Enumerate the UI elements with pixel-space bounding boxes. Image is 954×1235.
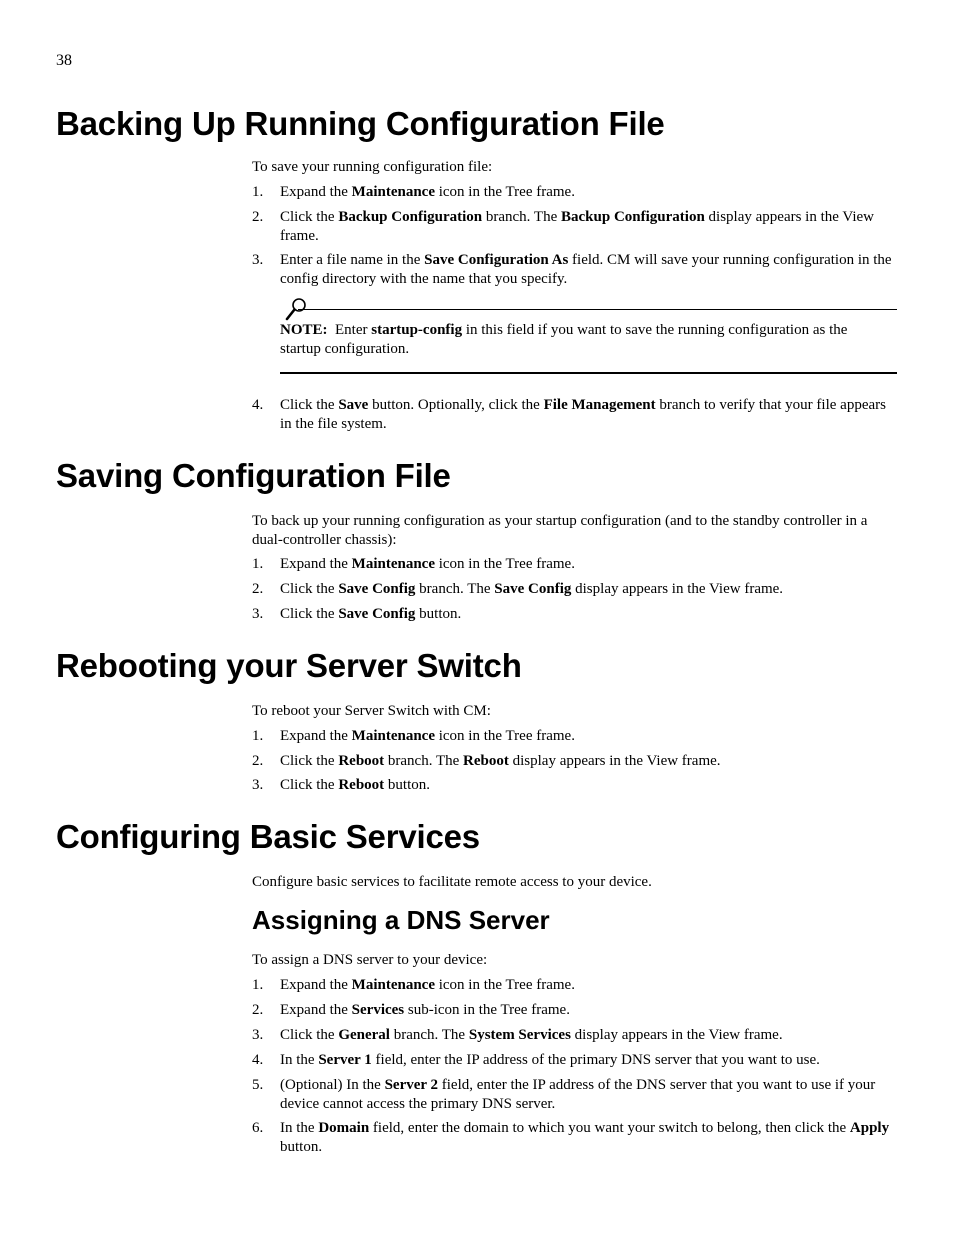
step-number: 3.: [252, 777, 264, 793]
step-text: Click the Save button. Optionally, click the File Management branch to verify that your file appears in the file system.: [280, 397, 886, 432]
reboot-step-3: [252, 776, 897, 795]
step-number: 4.: [252, 1052, 264, 1068]
step-number: 1.: [252, 977, 264, 993]
note-text: NOTE: Enter startup-config in this field if you want to save the running configuration as the startup configuration.: [280, 322, 848, 357]
saving-step-1: [252, 555, 897, 574]
step-number: 2.: [252, 1002, 264, 1018]
step-number: 6.: [252, 1120, 264, 1136]
heading-saving-config: Saving Configuration File: [56, 457, 451, 494]
step-number: 2.: [252, 209, 264, 225]
backup-step-4: [252, 396, 897, 434]
step-text: Click the General branch. The System Services display appears in the View frame.: [280, 1027, 783, 1043]
step-number: 1.: [252, 184, 264, 200]
step-text: Click the Backup Configuration branch. The Backup Configuration display appears in the View frame.: [280, 209, 874, 244]
step-number: 3.: [252, 252, 264, 268]
step-text: Click the Reboot branch. The Reboot display appears in the View frame.: [280, 753, 721, 769]
step-number: 3.: [252, 606, 264, 622]
step-number: 4.: [252, 397, 264, 413]
reboot-step-2: [252, 752, 897, 771]
saving-step-3: [252, 605, 897, 624]
backup-step-2: [252, 208, 897, 246]
backup-intro: To save your running configuration file:: [252, 159, 493, 175]
saving-step-2: [252, 580, 897, 599]
note-top-rule: [298, 309, 897, 310]
step-text: Enter a file name in the Save Configuration As field. CM will save your running configuration in the config directory with the name that you specify.: [280, 252, 892, 287]
step-text: Expand the Maintenance icon in the Tree frame.: [280, 184, 575, 200]
step-number: 1.: [252, 556, 264, 572]
step-text: Expand the Maintenance icon in the Tree frame.: [280, 977, 575, 993]
dns-step-4: [252, 1051, 897, 1070]
step-text: In the Server 1 field, enter the IP address of the primary DNS server that you want to use.: [280, 1052, 820, 1068]
backup-step-1: [252, 183, 897, 202]
step-text: Click the Reboot button.: [280, 777, 430, 793]
step-text: Expand the Services sub-icon in the Tree frame.: [280, 1002, 570, 1018]
page-number: 38: [56, 52, 72, 69]
step-text: Expand the Maintenance icon in the Tree frame.: [280, 728, 575, 744]
dns-step-1: [252, 976, 897, 995]
step-text: Click the Save Config branch. The Save Config display appears in the View frame.: [280, 581, 784, 597]
note-box: [280, 296, 897, 374]
step-number: 1.: [252, 728, 264, 744]
dns-step-5: [252, 1076, 897, 1114]
services-intro: Configure basic services to facilitate remote access to your device.: [252, 874, 652, 890]
step-number: 2.: [252, 753, 264, 769]
step-number: 5.: [252, 1077, 264, 1093]
reboot-intro: To reboot your Server Switch with CM:: [252, 703, 491, 719]
heading-backing-up: Backing Up Running Configuration File: [56, 105, 665, 142]
dns-step-2: [252, 1001, 897, 1020]
dns-step-3: [252, 1026, 897, 1045]
step-number: 2.: [252, 581, 264, 597]
step-number: 3.: [252, 1027, 264, 1043]
saving-intro: To back up your running configuration as your startup configuration (and to the standby controller in a dual-controller chassis):: [252, 513, 868, 548]
step-text: (Optional) In the Server 2 field, enter the IP address of the DNS server that you want to use if your device cannot access the primary DNS server.: [280, 1077, 876, 1112]
dns-step-6: [252, 1119, 897, 1157]
step-text: Expand the Maintenance icon in the Tree frame.: [280, 556, 575, 572]
note-bottom-rule: [280, 372, 897, 374]
reboot-step-1: [252, 727, 897, 746]
step-text: In the Domain field, enter the domain to which you want your switch to belong, then click the Apply button.: [280, 1120, 890, 1155]
step-text: Click the Save Config button.: [280, 606, 462, 622]
backup-step-3: [252, 251, 897, 289]
heading-rebooting: Rebooting your Server Switch: [56, 647, 522, 684]
dns-intro: To assign a DNS server to your device:: [252, 952, 488, 968]
subheading-dns-server: Assigning a DNS Server: [252, 905, 550, 935]
heading-basic-services: Configuring Basic Services: [56, 818, 480, 855]
